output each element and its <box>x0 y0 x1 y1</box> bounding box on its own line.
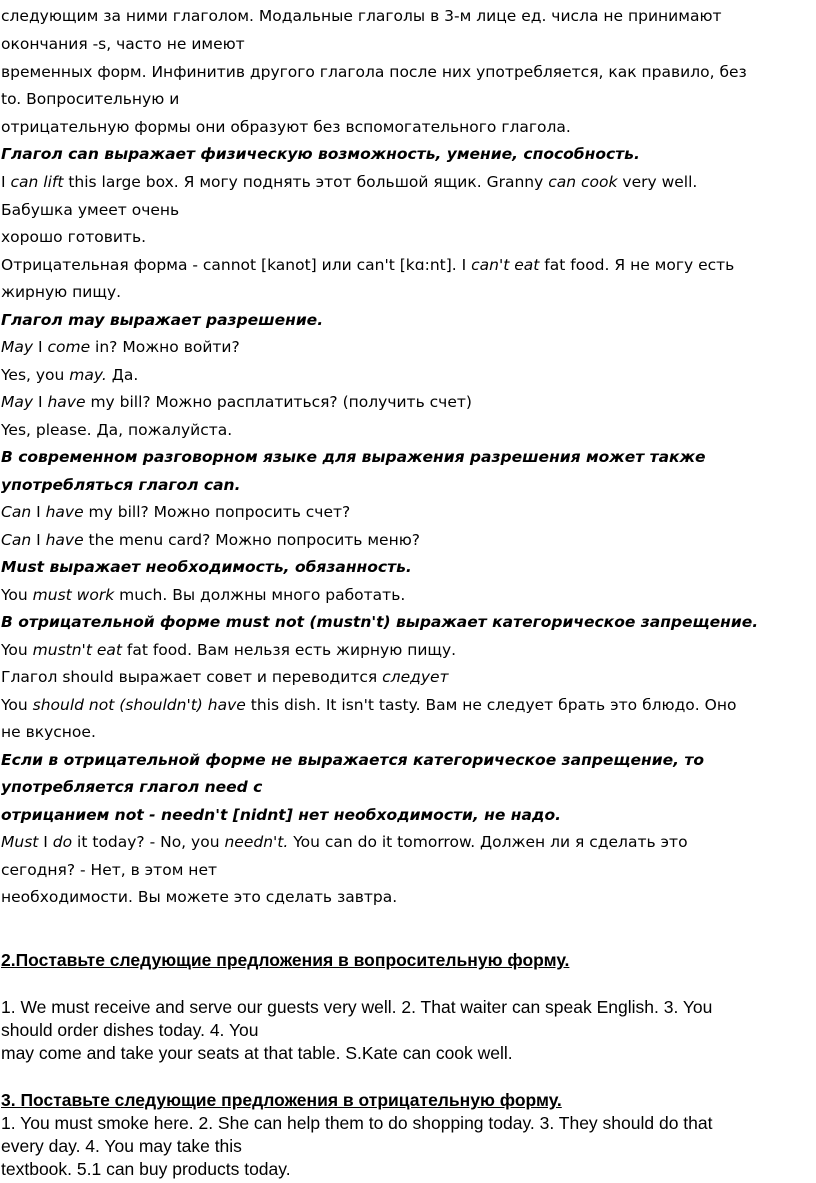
rule-can-permission: употребляться глагол can. <box>1 476 241 494</box>
text-line: необходимости. Вы можете это сделать завтра. <box>1 888 398 906</box>
example-line: You must work much. Вы должны много работать. <box>1 586 406 604</box>
example-line: May I come in? Можно войти? <box>1 338 240 356</box>
rule-can-permission: В современном разговорном языке для выражения разрешения может также <box>1 448 706 466</box>
text-line: временных форм. Инфинитив другого глагола после них употребляется, как правило, без <box>1 63 747 81</box>
text-line: сегодня? - Нет, в этом нет <box>1 861 218 879</box>
exercise-2-heading: 2.Поставьте следующие предложения в вопросительную форму. <box>1 950 570 970</box>
example-line: May I have my bill? Можно расплатиться? (получить счет) <box>1 393 472 411</box>
rule-need-heading: Если в отрицательной форме не выражается категорическое запрещение, то <box>1 751 705 769</box>
text-line: жирную пищу. <box>1 283 122 301</box>
exercise-2-line: may come and take your seats at that table. S.Kate can cook well. <box>1 1043 513 1063</box>
example-line: I can lift this large box. Я могу поднять этот большой ящик. Granny can cook very well. <box>1 173 698 191</box>
rule-mustnt-heading: В отрицательной форме must not (mustn't) выражает категорическое запрещение. <box>1 613 759 631</box>
text-line: не вкусное. <box>1 723 96 741</box>
exercise-2-line: should order dishes today. 4. You <box>1 1020 259 1040</box>
rule-need-heading: отрицанием not - needn't [nidnt] нет необходимости, не надо. <box>1 806 561 824</box>
text-line: Бабушка умеет очень <box>1 201 180 219</box>
exercise-3-line: every day. 4. You may take this <box>1 1136 242 1156</box>
text-line: окончания -s, часто не имеют <box>1 35 245 53</box>
example-line: Yes, you may. Да. <box>1 366 139 384</box>
exercise-2-line: 1. We must receive and serve our guests very well. 2. That waiter can speak English. 3. You <box>1 997 713 1017</box>
exercise-3-line: 1. You must smoke here. 2. She can help them to do shopping today. 3. They should do that <box>1 1113 713 1133</box>
rule-must-heading: Must выражает необходимость, обязанность. <box>1 558 412 576</box>
rule-may-heading: Глагол may выражает разрешение. <box>1 311 324 329</box>
exercise-3-heading: 3. Поставьте следующие предложения в отрицательную форму. <box>1 1090 562 1110</box>
example-line: You mustn't eat fat food. Вам нельзя есть жирную пищу. <box>1 641 457 659</box>
text-line: следующим за ними глаголом. Модальные глаголы в 3-м лице ед. числа не принимают <box>1 7 722 25</box>
text-line: to. Вопросительную и <box>1 90 180 108</box>
example-line: Must I do it today? - No, you needn't. You can do it tomorrow. Должен ли я сделать это <box>1 833 688 851</box>
example-line: You should not (shouldn't) have this dish. It isn't tasty. Вам не следует брать это блюдо. Оно <box>1 696 737 714</box>
rule-need-heading: употребляется глагол need с <box>1 778 263 796</box>
example-line: Can I have my bill? Можно попросить счет? <box>1 503 351 521</box>
rule-can-heading: Глагол can выражает физическую возможность, умение, способность. <box>1 145 640 163</box>
example-line: Yes, please. Да, пожалуйста. <box>1 421 233 439</box>
text-line: хорошо готовить. <box>1 228 147 246</box>
example-line: Can I have the menu card? Можно попросить меню? <box>1 531 421 549</box>
exercise-3-line: textbook. 5.1 can buy products today. <box>1 1159 291 1179</box>
text-line: отрицательную формы они образуют без вспомогательного глагола. <box>1 118 571 136</box>
example-line: Отрицательная форма - cannot [kanot] или can't [kɑ:nt]. I can't eat fat food. Я не могу есть <box>1 256 735 274</box>
rule-should-line: Глагол should выражает совет и переводится следует <box>1 668 449 686</box>
